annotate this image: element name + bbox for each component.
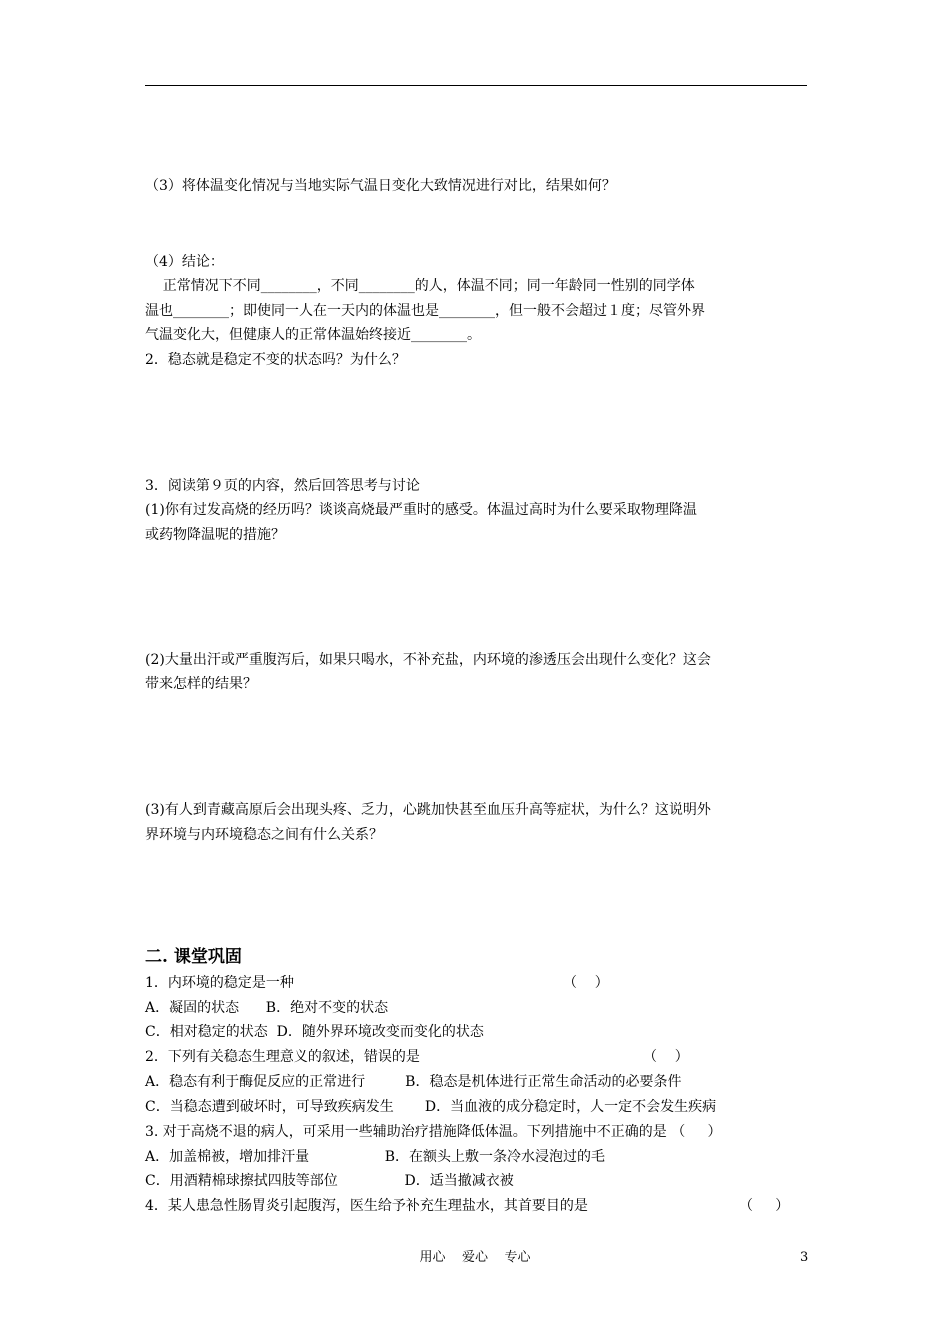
quiz-q1-options-cd: C．相对稳定的状态 D．随外界环境改变而变化的状态 <box>145 1024 484 1040</box>
header-rule <box>145 85 807 86</box>
quiz-q4-answer-paren: （ ） <box>739 1198 790 1214</box>
section1-q4-title: （4）结论： <box>145 254 224 270</box>
quiz-q2: 2．下列有关稳态生理意义的叙述，错误的是 <box>145 1049 420 1065</box>
section1-q4-line1: 正常情况下不同________，不同________的人，体温不同；同一年龄同一性别的同学体 <box>145 278 695 294</box>
quiz-q2-answer-paren: （ ） <box>643 1049 689 1065</box>
quiz-q1: 1．内环境的稳定是一种 <box>145 975 294 991</box>
page-number: 3 <box>800 1250 809 1265</box>
section1-item3-1-line1: (1)你有过发高烧的经历吗？谈谈高烧最严重时的感受。体温过高时为什么要采取物理降温 <box>145 502 697 518</box>
section1-q4-line2: 温也________；即使同一人在一天内的体温也是________，但一般不会超过１度；尽管外界 <box>145 303 705 319</box>
quiz-q2-options-cd: C．当稳态遭到破坏时，可导致疾病发生 D．当血液的成分稳定时，人一定不会发生疾病 <box>145 1099 717 1115</box>
quiz-q1-options-ab: A．凝固的状态 B．绝对不变的状态 <box>145 1000 389 1016</box>
quiz-q4: 4．某人患急性肠胃炎引起腹泻，医生给予补充生理盐水，其首要目的是 <box>145 1198 588 1214</box>
section1-item3-1-line2: 或药物降温呢的措施？ <box>145 527 285 543</box>
quiz-q3: 3. 对于高烧不退的病人，可采用一些辅助治疗措施降低体温。下列措施中不正确的是 （ ） <box>145 1124 722 1140</box>
quiz-q3-options-ab: A．加盖棉被，增加排汗量 B．在额头上敷一条冷水浸泡过的毛 <box>145 1149 606 1165</box>
section1-item3-2-line2: 带来怎样的结果？ <box>145 676 257 692</box>
section2-heading: 二. 课堂巩固 <box>145 947 242 967</box>
quiz-q2-options-ab: A．稳态有利于酶促反应的正常进行 B．稳态是机体进行正常生命活动的必要条件 <box>145 1074 682 1090</box>
section1-q4-line3: 气温变化大，但健康人的正常体温始终接近________。 <box>145 327 481 343</box>
section1-item2: 2．稳态就是稳定不变的状态吗？为什么？ <box>145 352 406 368</box>
section1-item3-3-line2: 界环境与内环境稳态之间有什么关系？ <box>145 827 383 843</box>
footer-motto: 用心 爱心 专心 <box>419 1250 531 1265</box>
quiz-q1-answer-paren: （ ） <box>563 975 609 991</box>
section1-item3: 3．阅读第９页的内容，然后回答思考与讨论 <box>145 478 420 494</box>
section1-item3-2-line1: (2)大量出汗或严重腹泻后，如果只喝水，不补充盐，内环境的渗透压会出现什么变化？这会 <box>145 652 711 668</box>
quiz-q3-options-cd: C．用酒精棉球擦拭四肢等部位 D．适当撤减衣被 <box>145 1173 514 1189</box>
section1-q3: （3）将体温变化情况与当地实际气温日变化大致情况进行对比，结果如何？ <box>145 178 616 194</box>
section1-item3-3-line1: (3)有人到青藏高原后会出现头疼、乏力，心跳加快甚至血压升高等症状，为什么？这说明外 <box>145 802 711 818</box>
